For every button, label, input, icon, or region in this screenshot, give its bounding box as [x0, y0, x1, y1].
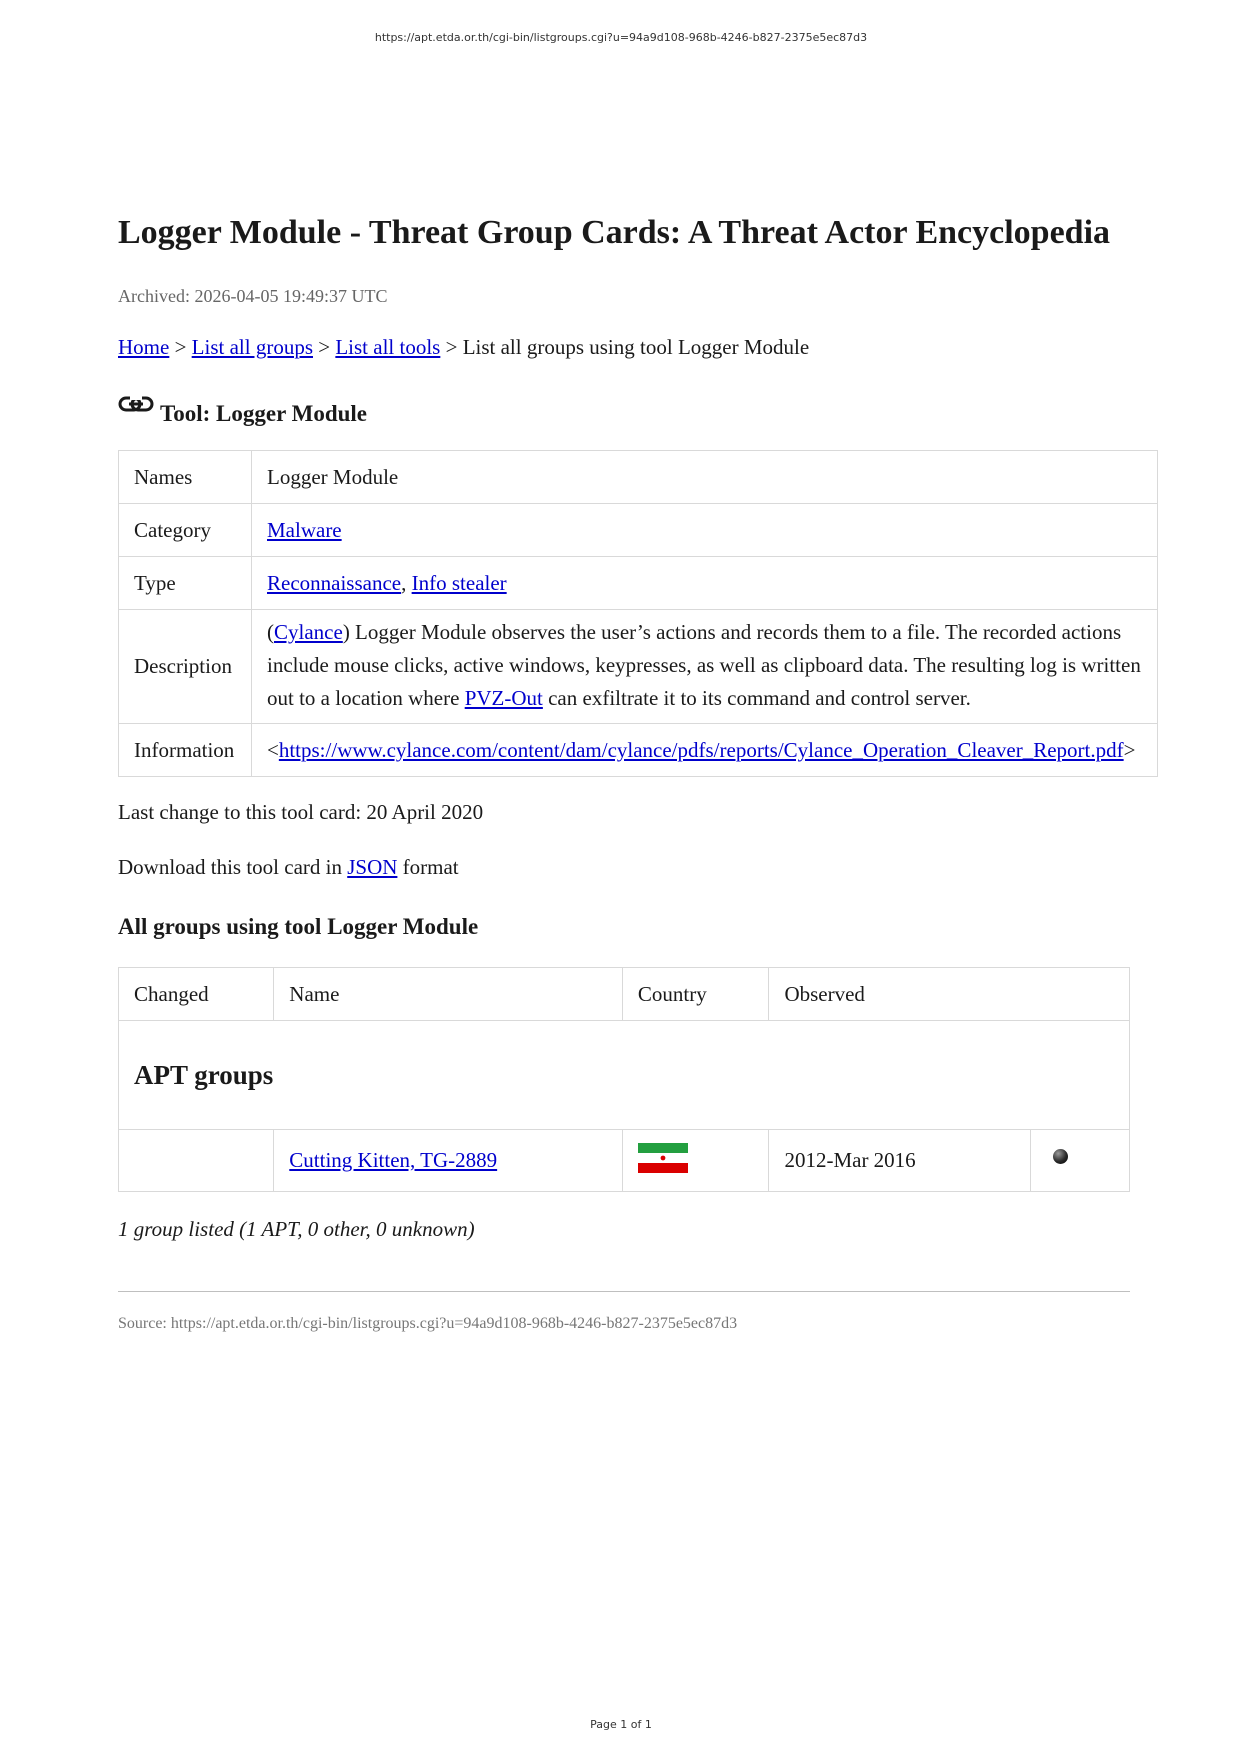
table-row [119, 504, 1158, 557]
observed-cell: 2012-Mar 2016 [769, 1130, 1031, 1192]
info-gt: > [1123, 737, 1136, 762]
info-lt: < [267, 737, 279, 762]
information-link[interactable]: https://www.cylance.com/content/dam/cylance/pdfs/reports/Cylance_Operation_Cleaver_Report.pdf [278, 737, 1124, 762]
cylance-link[interactable]: Cylance [274, 620, 343, 644]
tool-heading [118, 391, 1158, 429]
table-row [119, 610, 1158, 724]
country-cell [622, 1130, 769, 1192]
information-cell [252, 724, 1158, 777]
download-suffix: format [402, 855, 459, 879]
tool-info-table [118, 450, 1158, 777]
desc-open-paren: ( [267, 620, 274, 644]
description-label: Description [119, 610, 252, 724]
breadcrumb-separator: > [445, 335, 458, 359]
name-cell [274, 1130, 623, 1192]
category-label: Category [119, 504, 252, 557]
type-link-reconnaissance[interactable]: Reconnaissance [267, 570, 402, 595]
archived-timestamp: Archived: 2026-04-05 19:49:37 UTC [118, 286, 388, 306]
status-cell [1031, 1130, 1130, 1192]
pvz-out-link[interactable]: PVZ-Out [464, 686, 543, 710]
category-cell [252, 504, 1158, 557]
groups-summary: 1 group listed (1 APT, 0 other, 0 unknown) [118, 1217, 475, 1241]
json-download-link[interactable]: JSON [347, 855, 398, 879]
description-cell [252, 610, 1158, 724]
groups-table [118, 967, 1130, 1192]
category-link[interactable]: Malware [267, 517, 342, 542]
names-value: Logger Module [252, 451, 1158, 504]
group-link[interactable]: Cutting Kitten, TG-2889 [289, 1148, 498, 1172]
section-row [119, 1021, 1130, 1130]
column-header-changed: Changed [119, 968, 274, 1021]
description-text: ) Logger Module observes the user’s actions and records them to a file. The recorded actions include mouse clicks, active windows, keypresses, as well as clipboard data. The resulting log is written out to a location where [267, 620, 1141, 710]
column-header-name: Name [274, 968, 623, 1021]
table-row [119, 724, 1158, 777]
type-cell [252, 557, 1158, 610]
table-row [119, 1130, 1130, 1192]
groups-heading: All groups using tool Logger Module [118, 914, 479, 939]
print-footer-page-number: Page 1 of 1 [590, 1718, 652, 1731]
breadcrumb-list-groups-link[interactable]: List all groups [191, 335, 313, 359]
download-line [118, 853, 1158, 881]
last-change: Last change to this tool card: 20 April 2020 [118, 800, 484, 824]
type-separator: , [401, 570, 407, 595]
page-title: Logger Module - Threat Group Cards: A Threat Actor Encyclopedia [118, 214, 1111, 251]
information-label: Information [119, 724, 252, 777]
iran-flag-icon [638, 1143, 688, 1173]
column-header-observed: Observed [769, 968, 1130, 1021]
breadcrumb [118, 333, 1158, 361]
type-label: Type [119, 557, 252, 610]
link-icon [118, 393, 154, 417]
description-text-end: can exfiltrate it to its command and control server. [548, 686, 971, 710]
breadcrumb-list-tools-link[interactable]: List all tools [335, 335, 441, 359]
breadcrumb-current: List all groups using tool Logger Module [462, 335, 810, 359]
breadcrumb-home-link[interactable]: Home [118, 335, 170, 359]
download-prefix: Download this tool card in [118, 855, 342, 879]
changed-cell [119, 1130, 274, 1192]
source-line: Source: https://apt.etda.or.th/cgi-bin/listgroups.cgi?u=94a9d108-968b-4246-b827-2375e5ec87d3 [118, 1315, 738, 1332]
print-header-url: https://apt.etda.or.th/cgi-bin/listgroups.cgi?u=94a9d108-968b-4246-b827-2375e5ec87d3 [374, 31, 868, 44]
column-header-country: Country [622, 968, 769, 1021]
black-dot-icon [1053, 1149, 1068, 1164]
breadcrumb-separator: > [318, 335, 331, 359]
breadcrumb-separator: > [174, 335, 187, 359]
type-link-info-stealer[interactable]: Info stealer [411, 570, 507, 595]
divider [118, 1291, 1130, 1292]
table-row [119, 557, 1158, 610]
page-content [118, 208, 1158, 1335]
table-row [119, 451, 1158, 504]
names-label: Names [119, 451, 252, 504]
section-apt-groups: APT groups [119, 1021, 1130, 1130]
table-header-row [119, 968, 1130, 1021]
tool-title: Tool: Logger Module [160, 401, 368, 426]
